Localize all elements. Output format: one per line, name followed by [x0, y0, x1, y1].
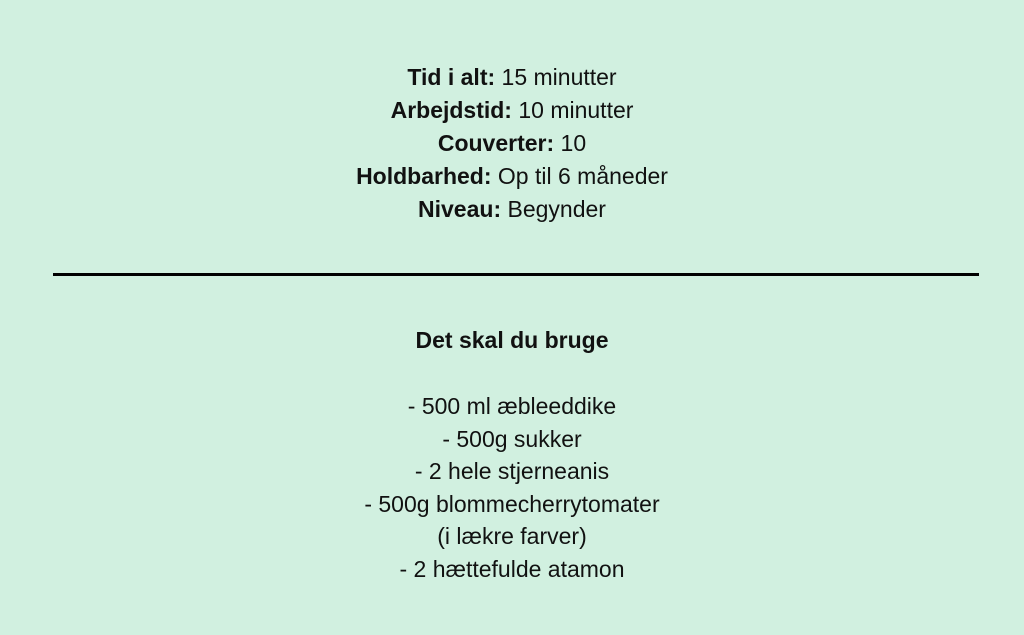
- shelf-life-value: Op til 6 måneder: [497, 163, 668, 189]
- total-time-label: Tid i alt:: [407, 64, 496, 90]
- shelf-life-label: Holdbarhed:: [356, 163, 492, 189]
- work-time-row: [0, 94, 1024, 127]
- shelf-life-row: [0, 160, 1024, 193]
- ingredient-item: - 500g sukker: [442, 425, 582, 452]
- total-time-row: [0, 61, 1024, 94]
- ingredient-item-note: (i lækre farver): [437, 523, 587, 549]
- ingredient-item: - 2 hættefulde atamon: [399, 555, 625, 582]
- ingredient-item: - 2 hele stjerneanis: [414, 458, 610, 484]
- servings-row: [0, 127, 1024, 160]
- work-time-label: Arbejdstid:: [390, 97, 512, 123]
- level-label: Niveau:: [418, 196, 502, 222]
- servings-label: Couverter:: [437, 130, 555, 156]
- ingredient-item: - 500 ml æbleeddike: [407, 393, 617, 419]
- ingredient-item: - 500g blommecherrytomater: [364, 490, 660, 517]
- servings-value: 10: [560, 130, 587, 156]
- recipe-info: [0, 61, 1024, 226]
- ingredients-list: [0, 390, 1024, 585]
- section-divider: [53, 273, 979, 276]
- work-time-value: 10 minutter: [518, 97, 634, 123]
- ingredients-heading: Det skal du bruge: [415, 327, 609, 353]
- level-value: Begynder: [507, 196, 606, 222]
- level-row: [0, 193, 1024, 226]
- total-time-value: 15 minutter: [501, 64, 617, 90]
